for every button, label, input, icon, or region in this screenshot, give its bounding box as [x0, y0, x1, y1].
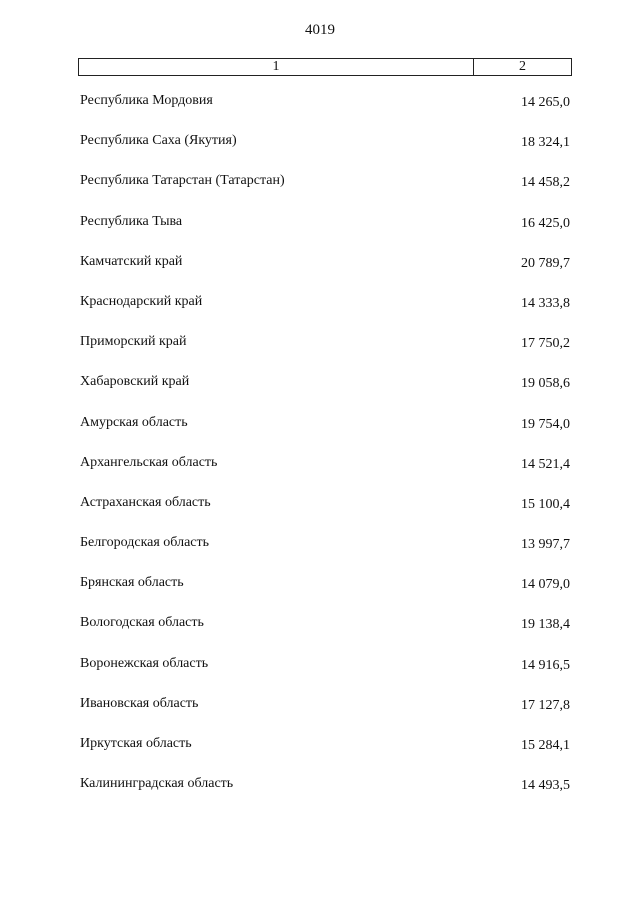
region-value: 17 750,2: [521, 336, 570, 352]
table-row: [0, 251, 640, 291]
table-row: [0, 130, 640, 170]
region-value: 15 100,4: [521, 496, 570, 512]
region-name: Ивановская область: [80, 695, 199, 711]
page-number: 4019: [305, 22, 335, 38]
region-name: Республика Татарстан (Татарстан): [80, 173, 285, 189]
table-row: [0, 331, 640, 371]
table-row: [0, 412, 640, 452]
region-value: 14 265,0: [521, 95, 570, 110]
table-body: [0, 90, 640, 813]
table-row: [0, 532, 640, 572]
table-row: [0, 90, 640, 130]
region-name: Краснодарский край: [80, 293, 203, 309]
region-value: 19 754,0: [521, 416, 570, 432]
region-name: Амурская область: [80, 414, 188, 430]
table-row: [0, 492, 640, 532]
table-row: [0, 170, 640, 210]
table-header: [78, 58, 572, 76]
table-row: [0, 653, 640, 693]
region-value: 14 521,4: [521, 456, 570, 472]
region-value: 14 916,5: [521, 657, 570, 673]
region-name: Белгородская область: [80, 535, 210, 551]
table-row: [0, 773, 640, 813]
table-row: [0, 452, 640, 492]
region-value: 20 789,7: [521, 255, 570, 271]
region-value: 13 997,7: [521, 537, 570, 553]
region-name: Калининградская область: [80, 776, 234, 792]
region-value: 14 458,2: [521, 175, 570, 191]
table-row: [0, 572, 640, 612]
table-row: [0, 733, 640, 773]
region-name: Астраханская область: [80, 494, 211, 510]
region-name: Республика Тыва: [80, 213, 183, 229]
region-value: 14 493,5: [521, 778, 570, 794]
column-header-1: 1: [272, 59, 280, 74]
table-row: [0, 291, 640, 331]
table-row: [0, 612, 640, 652]
region-name: Республика Саха (Якутия): [80, 133, 237, 149]
region-name: Брянская область: [80, 575, 184, 591]
region-name: Камчатский край: [80, 253, 183, 269]
region-name: Хабаровский край: [80, 374, 190, 390]
region-value: 19 058,6: [521, 376, 570, 392]
region-value: 15 284,1: [521, 738, 570, 753]
region-value: 19 138,4: [521, 617, 570, 633]
region-name: Приморский край: [80, 334, 187, 350]
table-row: [0, 693, 640, 733]
region-value: 17 127,8: [521, 697, 570, 713]
region-value: 14 333,8: [521, 295, 570, 311]
region-name: Республика Мордовия: [80, 93, 213, 108]
region-value: 14 079,0: [521, 577, 570, 593]
region-name: Воронежская область: [80, 655, 209, 671]
region-name: Вологодская область: [80, 615, 204, 631]
column-header-2: 2: [473, 59, 571, 75]
region-name: Архангельская область: [80, 454, 218, 470]
table-row: [0, 371, 640, 411]
region-value: 16 425,0: [521, 215, 570, 231]
region-value: 18 324,1: [521, 135, 570, 151]
region-name: Иркутская область: [80, 736, 192, 751]
table-row: [0, 211, 640, 251]
